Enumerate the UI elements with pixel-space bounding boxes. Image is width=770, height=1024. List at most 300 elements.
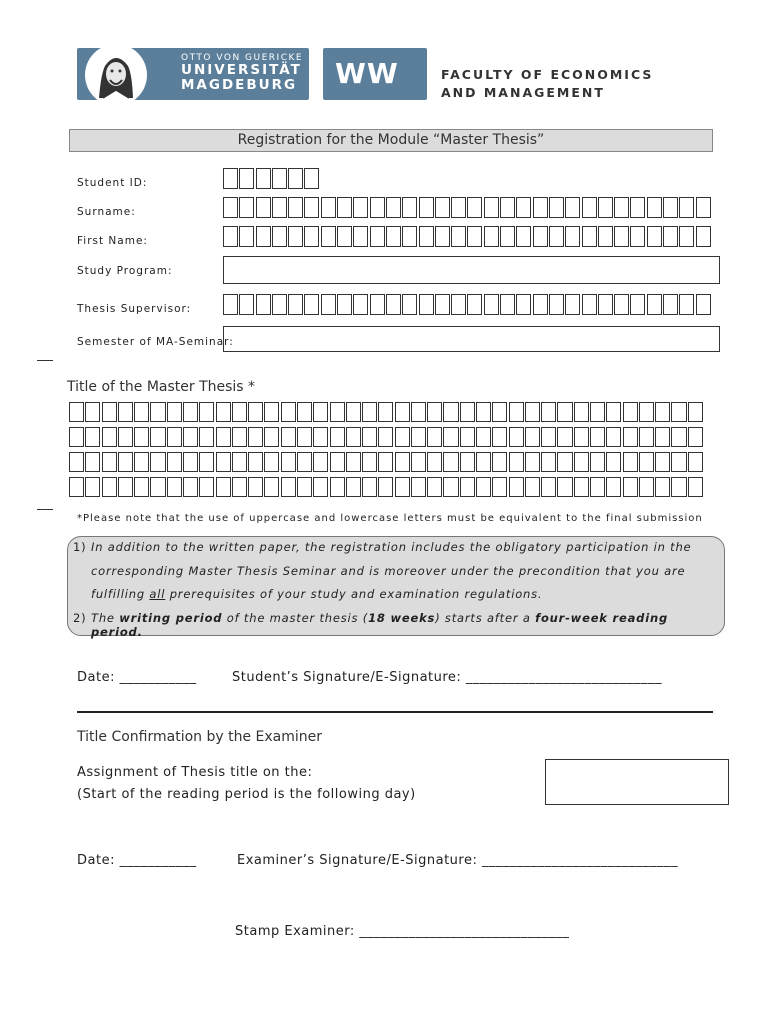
char-box[interactable] (248, 477, 263, 497)
ww-logo (323, 48, 427, 100)
char-box[interactable] (386, 197, 401, 218)
char-box[interactable] (467, 226, 482, 247)
char-box[interactable] (451, 197, 466, 218)
info-box (67, 536, 725, 639)
char-box[interactable] (378, 427, 393, 447)
char-box[interactable] (330, 402, 345, 422)
char-box[interactable] (549, 197, 564, 218)
char-box[interactable] (525, 427, 540, 447)
char-box[interactable] (337, 294, 352, 315)
char-box[interactable] (671, 402, 686, 422)
char-box[interactable] (216, 402, 231, 422)
char-box[interactable] (102, 452, 117, 472)
char-box[interactable] (150, 427, 165, 447)
thesis-title-grid[interactable] (69, 402, 704, 502)
char-box[interactable] (272, 294, 287, 315)
char-box[interactable] (500, 226, 515, 247)
char-box[interactable] (362, 452, 377, 472)
char-box[interactable] (427, 477, 442, 497)
first-name-boxes[interactable] (223, 226, 712, 247)
char-box[interactable] (500, 294, 515, 315)
char-box[interactable] (321, 226, 336, 247)
char-box[interactable] (476, 427, 491, 447)
char-box[interactable] (256, 294, 271, 315)
char-box[interactable] (557, 402, 572, 422)
char-box[interactable] (337, 226, 352, 247)
char-box[interactable] (150, 402, 165, 422)
char-box[interactable] (557, 477, 572, 497)
char-box[interactable] (118, 477, 133, 497)
student-date-line[interactable]: Date: ___________ (77, 670, 197, 685)
char-box[interactable] (606, 402, 621, 422)
char-box[interactable] (655, 477, 670, 497)
info-emphasis: 18 weeks (368, 611, 436, 625)
char-box[interactable] (516, 197, 531, 218)
char-box[interactable] (671, 452, 686, 472)
char-box[interactable] (509, 402, 524, 422)
char-box[interactable] (451, 294, 466, 315)
char-box[interactable] (281, 452, 296, 472)
char-box[interactable] (281, 402, 296, 422)
char-box[interactable] (402, 226, 417, 247)
title-row[interactable] (69, 477, 704, 497)
info-text: of the master thesis ( (222, 611, 369, 625)
char-box[interactable] (565, 197, 580, 218)
char-box[interactable] (134, 452, 149, 472)
char-box[interactable] (574, 427, 589, 447)
char-box[interactable] (362, 477, 377, 497)
char-box[interactable] (492, 477, 507, 497)
char-box[interactable] (574, 477, 589, 497)
university-name-line2: MAGDEBURG (181, 77, 298, 93)
char-box[interactable] (281, 477, 296, 497)
char-box[interactable] (395, 452, 410, 472)
char-box[interactable] (346, 427, 361, 447)
info-emphasis: four-week reading period. (91, 611, 668, 639)
char-box[interactable] (304, 168, 319, 189)
char-box[interactable] (304, 226, 319, 247)
char-box[interactable] (313, 452, 328, 472)
char-box[interactable] (411, 452, 426, 472)
form-title-bar (69, 129, 713, 152)
char-box[interactable] (346, 402, 361, 422)
char-box[interactable] (134, 477, 149, 497)
char-box[interactable] (623, 402, 638, 422)
char-box[interactable] (199, 427, 214, 447)
char-box[interactable] (451, 226, 466, 247)
char-box[interactable] (304, 197, 319, 218)
char-box[interactable] (264, 452, 279, 472)
char-box[interactable] (614, 294, 629, 315)
char-box[interactable] (395, 477, 410, 497)
char-box[interactable] (582, 226, 597, 247)
char-box[interactable] (688, 402, 703, 422)
margin-mark (37, 360, 53, 361)
char-box[interactable] (118, 402, 133, 422)
char-box[interactable] (223, 226, 238, 247)
info-item2-number: 2) (73, 611, 87, 625)
char-box[interactable] (557, 452, 572, 472)
char-box[interactable] (484, 294, 499, 315)
char-box[interactable] (590, 477, 605, 497)
char-box[interactable] (134, 427, 149, 447)
char-box[interactable] (346, 477, 361, 497)
char-box[interactable] (353, 197, 368, 218)
info-text: ) starts after a (435, 611, 536, 625)
char-box[interactable] (256, 168, 271, 189)
char-box[interactable] (623, 427, 638, 447)
char-box[interactable] (288, 197, 303, 218)
info-item1-number: 1) (73, 540, 87, 554)
char-box[interactable] (264, 427, 279, 447)
guericke-portrait-icon (85, 44, 147, 106)
char-box[interactable] (330, 427, 345, 447)
char-box[interactable] (639, 402, 654, 422)
char-box[interactable] (69, 427, 84, 447)
char-box[interactable] (288, 168, 303, 189)
char-box[interactable] (525, 402, 540, 422)
char-box[interactable] (102, 402, 117, 422)
char-box[interactable] (223, 197, 238, 218)
char-box[interactable] (484, 197, 499, 218)
char-box[interactable] (370, 226, 385, 247)
char-box[interactable] (330, 452, 345, 472)
char-box[interactable] (69, 402, 84, 422)
char-box[interactable] (541, 427, 556, 447)
study-program-field[interactable] (223, 256, 720, 284)
char-box[interactable] (199, 402, 214, 422)
char-box[interactable] (435, 197, 450, 218)
char-box[interactable] (150, 452, 165, 472)
char-box[interactable] (85, 452, 100, 472)
char-box[interactable] (630, 197, 645, 218)
char-box[interactable] (167, 402, 182, 422)
char-box[interactable] (460, 477, 475, 497)
char-box[interactable] (476, 477, 491, 497)
char-box[interactable] (623, 477, 638, 497)
char-box[interactable] (679, 294, 694, 315)
char-box[interactable] (370, 197, 385, 218)
char-box[interactable] (647, 197, 662, 218)
info-text: prerequisites of your study and examination regulations. (165, 587, 543, 601)
char-box[interactable] (183, 402, 198, 422)
char-box[interactable] (533, 226, 548, 247)
char-box[interactable] (460, 402, 475, 422)
char-box[interactable] (337, 197, 352, 218)
info-item2-line (91, 611, 724, 639)
char-box[interactable] (256, 197, 271, 218)
char-box[interactable] (516, 226, 531, 247)
title-row[interactable] (69, 427, 704, 447)
char-box[interactable] (492, 452, 507, 472)
char-box[interactable] (134, 402, 149, 422)
char-box[interactable] (565, 294, 580, 315)
case-note: *Please note that the use of uppercase and lowercase letters must be equivalent to the final submission (77, 513, 703, 524)
char-box[interactable] (232, 427, 247, 447)
char-box[interactable] (500, 197, 515, 218)
surname-label: Surname: (77, 206, 136, 218)
char-box[interactable] (696, 294, 711, 315)
char-box[interactable] (167, 427, 182, 447)
char-box[interactable] (476, 402, 491, 422)
student-signature-line[interactable]: Student’s Signature/E-Signature: ____________________________ (232, 670, 662, 685)
char-box[interactable] (321, 197, 336, 218)
char-box[interactable] (370, 294, 385, 315)
char-box[interactable] (696, 226, 711, 247)
examiner-date-line[interactable]: Date: ___________ (77, 853, 197, 868)
char-box[interactable] (460, 427, 475, 447)
char-box[interactable] (606, 477, 621, 497)
char-box[interactable] (313, 477, 328, 497)
char-box[interactable] (630, 294, 645, 315)
char-box[interactable] (443, 477, 458, 497)
char-box[interactable] (353, 226, 368, 247)
char-box[interactable] (239, 168, 254, 189)
char-box[interactable] (288, 294, 303, 315)
char-box[interactable] (484, 226, 499, 247)
char-box[interactable] (304, 294, 319, 315)
assignment-date-box[interactable] (545, 759, 729, 805)
char-box[interactable] (411, 427, 426, 447)
char-box[interactable] (102, 427, 117, 447)
ww-logo-text: WW (335, 57, 399, 90)
char-box[interactable] (183, 452, 198, 472)
char-box[interactable] (647, 294, 662, 315)
char-box[interactable] (549, 294, 564, 315)
char-box[interactable] (655, 402, 670, 422)
char-box[interactable] (85, 477, 100, 497)
char-box[interactable] (460, 452, 475, 472)
char-box[interactable] (671, 427, 686, 447)
char-box[interactable] (590, 402, 605, 422)
char-box[interactable] (411, 477, 426, 497)
char-box[interactable] (516, 294, 531, 315)
char-box[interactable] (239, 197, 254, 218)
thesis-supervisor-boxes[interactable] (223, 294, 712, 315)
char-box[interactable] (533, 294, 548, 315)
char-box[interactable] (492, 427, 507, 447)
char-box[interactable] (281, 427, 296, 447)
char-box[interactable] (541, 402, 556, 422)
faculty-line2: AND MANAGEMENT (441, 85, 605, 100)
char-box[interactable] (492, 402, 507, 422)
char-box[interactable] (443, 452, 458, 472)
char-box[interactable] (614, 226, 629, 247)
stamp-examiner-line[interactable]: Stamp Examiner: ______________________________ (235, 924, 570, 939)
char-box[interactable] (85, 427, 100, 447)
char-box[interactable] (565, 226, 580, 247)
char-box[interactable] (647, 226, 662, 247)
char-box[interactable] (467, 197, 482, 218)
char-box[interactable] (525, 477, 540, 497)
char-box[interactable] (663, 197, 678, 218)
char-box[interactable] (297, 477, 312, 497)
char-box[interactable] (199, 477, 214, 497)
char-box[interactable] (419, 294, 434, 315)
char-box[interactable] (443, 427, 458, 447)
char-box[interactable] (223, 168, 238, 189)
char-box[interactable] (85, 402, 100, 422)
char-box[interactable] (663, 226, 678, 247)
char-box[interactable] (606, 427, 621, 447)
student-id-boxes[interactable] (223, 168, 321, 189)
char-box[interactable] (362, 427, 377, 447)
char-box[interactable] (239, 226, 254, 247)
info-emphasis: writing period (119, 611, 223, 625)
char-box[interactable] (167, 452, 182, 472)
title-row[interactable] (69, 402, 704, 422)
char-box[interactable] (655, 452, 670, 472)
char-box[interactable] (509, 427, 524, 447)
char-box[interactable] (509, 452, 524, 472)
char-box[interactable] (696, 197, 711, 218)
char-box[interactable] (435, 294, 450, 315)
char-box[interactable] (313, 427, 328, 447)
char-box[interactable] (378, 477, 393, 497)
char-box[interactable] (688, 477, 703, 497)
title-row[interactable] (69, 452, 704, 472)
char-box[interactable] (688, 427, 703, 447)
char-box[interactable] (118, 427, 133, 447)
char-box[interactable] (272, 168, 287, 189)
char-box[interactable] (378, 402, 393, 422)
char-box[interactable] (232, 402, 247, 422)
info-text: The (91, 611, 120, 625)
char-box[interactable] (248, 452, 263, 472)
char-box[interactable] (199, 452, 214, 472)
char-box[interactable] (264, 477, 279, 497)
char-box[interactable] (402, 197, 417, 218)
faculty-line1: FACULTY OF ECONOMICS (441, 67, 654, 82)
char-box[interactable] (232, 477, 247, 497)
char-box[interactable] (590, 427, 605, 447)
char-box[interactable] (525, 452, 540, 472)
char-box[interactable] (598, 294, 613, 315)
semester-field[interactable] (223, 326, 720, 352)
char-box[interactable] (362, 402, 377, 422)
info-item1-line2: corresponding Master Thesis Seminar and is moreover under the precondition that you are (91, 564, 686, 578)
char-box[interactable] (216, 427, 231, 447)
char-box[interactable] (232, 452, 247, 472)
char-box[interactable] (476, 452, 491, 472)
char-box[interactable] (411, 402, 426, 422)
char-box[interactable] (216, 477, 231, 497)
surname-boxes[interactable] (223, 197, 712, 218)
examiner-signature-line[interactable]: Examiner’s Signature/E-Signature: ____________________________ (237, 853, 678, 868)
char-box[interactable] (353, 294, 368, 315)
student-id-label: Student ID: (77, 177, 148, 189)
char-box[interactable] (549, 226, 564, 247)
char-box[interactable] (69, 477, 84, 497)
char-box[interactable] (671, 477, 686, 497)
char-box[interactable] (427, 402, 442, 422)
char-box[interactable] (557, 427, 572, 447)
char-box[interactable] (467, 294, 482, 315)
char-box[interactable] (688, 452, 703, 472)
char-box[interactable] (216, 452, 231, 472)
margin-mark (37, 509, 53, 510)
char-box[interactable] (69, 452, 84, 472)
char-box[interactable] (223, 294, 238, 315)
first-name-label: First Name: (77, 235, 148, 247)
char-box[interactable] (443, 402, 458, 422)
char-box[interactable] (679, 197, 694, 218)
char-box[interactable] (533, 197, 548, 218)
faculty-name (441, 66, 653, 102)
char-box[interactable] (386, 294, 401, 315)
char-box[interactable] (606, 452, 621, 472)
char-box[interactable] (378, 452, 393, 472)
char-box[interactable] (297, 427, 312, 447)
char-box[interactable] (598, 197, 613, 218)
char-box[interactable] (655, 427, 670, 447)
char-box[interactable] (614, 197, 629, 218)
char-box[interactable] (590, 452, 605, 472)
char-box[interactable] (346, 452, 361, 472)
char-box[interactable] (574, 402, 589, 422)
char-box[interactable] (239, 294, 254, 315)
char-box[interactable] (183, 427, 198, 447)
char-box[interactable] (427, 452, 442, 472)
char-box[interactable] (639, 477, 654, 497)
section-divider (77, 711, 713, 713)
char-box[interactable] (118, 452, 133, 472)
char-box[interactable] (663, 294, 678, 315)
char-box[interactable] (541, 452, 556, 472)
char-box[interactable] (321, 294, 336, 315)
char-box[interactable] (272, 226, 287, 247)
char-box[interactable] (167, 477, 182, 497)
char-box[interactable] (541, 477, 556, 497)
char-box[interactable] (395, 427, 410, 447)
university-logo (77, 48, 309, 100)
char-box[interactable] (598, 226, 613, 247)
char-box[interactable] (582, 294, 597, 315)
char-box[interactable] (395, 402, 410, 422)
char-box[interactable] (386, 226, 401, 247)
char-box[interactable] (248, 402, 263, 422)
char-box[interactable] (272, 197, 287, 218)
study-program-label: Study Program: (77, 265, 173, 277)
char-box[interactable] (630, 226, 645, 247)
char-box[interactable] (574, 452, 589, 472)
char-box[interactable] (402, 294, 417, 315)
char-box[interactable] (313, 402, 328, 422)
char-box[interactable] (582, 197, 597, 218)
char-box[interactable] (419, 197, 434, 218)
assignment-note: (Start of the reading period is the following day) (77, 787, 416, 802)
char-box[interactable] (297, 402, 312, 422)
char-box[interactable] (288, 226, 303, 247)
char-box[interactable] (264, 402, 279, 422)
char-box[interactable] (419, 226, 434, 247)
char-box[interactable] (639, 452, 654, 472)
char-box[interactable] (248, 427, 263, 447)
char-box[interactable] (102, 477, 117, 497)
char-box[interactable] (679, 226, 694, 247)
char-box[interactable] (150, 477, 165, 497)
info-text: fulfilling (91, 587, 150, 601)
char-box[interactable] (330, 477, 345, 497)
char-box[interactable] (256, 226, 271, 247)
char-box[interactable] (623, 452, 638, 472)
char-box[interactable] (509, 477, 524, 497)
char-box[interactable] (435, 226, 450, 247)
char-box[interactable] (639, 427, 654, 447)
char-box[interactable] (427, 427, 442, 447)
char-box[interactable] (297, 452, 312, 472)
char-box[interactable] (183, 477, 198, 497)
